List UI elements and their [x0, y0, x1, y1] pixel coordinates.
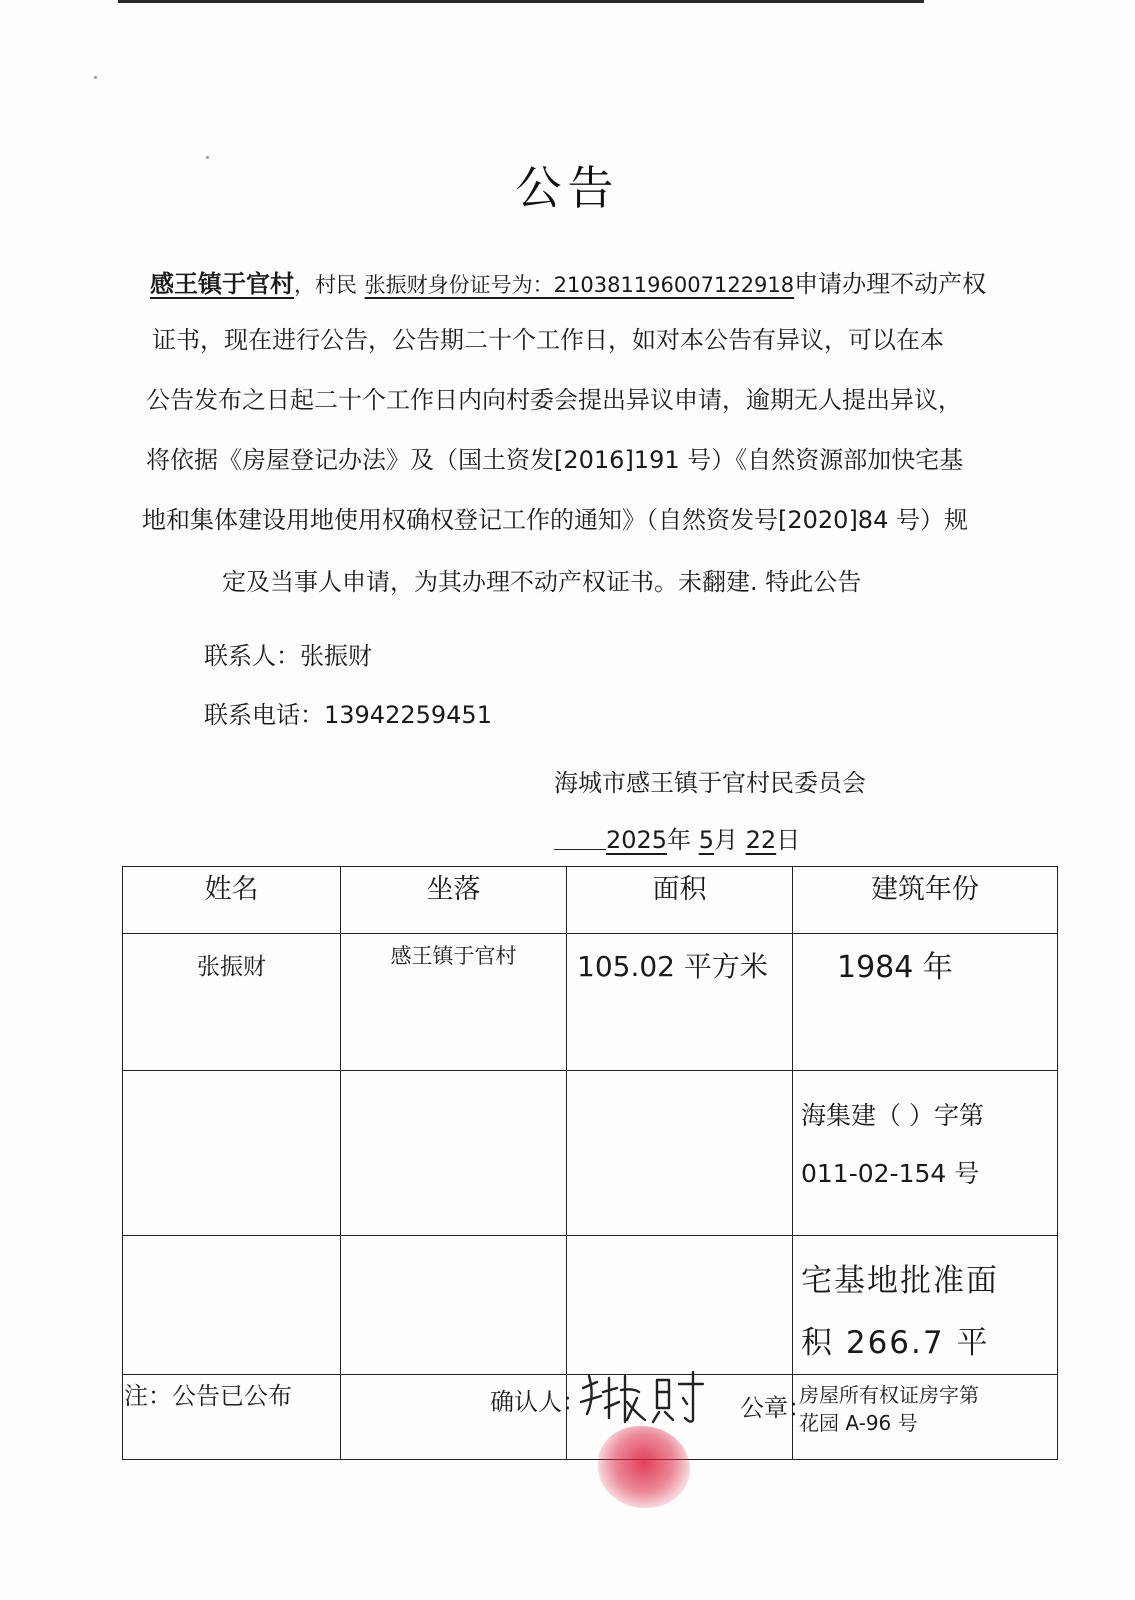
cell-empty [341, 1236, 567, 1375]
cert-line-2: 011-02-154 号 [801, 1159, 980, 1188]
header-location: 坐落 [341, 867, 567, 934]
cell-area: 105.02 平方米 [567, 934, 793, 1071]
issuer-name: 海城市感王镇于官村民委员会 [554, 769, 866, 797]
notice-line-5: 地和集体建设用地使用权确权登记工作的通知》（自然资发号[2020]84 号）规 [142, 506, 968, 534]
paper-speck [94, 76, 97, 79]
contact-person: 联系人：张振财 [204, 642, 372, 670]
date-year: 2025 [606, 826, 668, 854]
cell-build-year: 1984 年 [793, 934, 1058, 1071]
notice-line-2: 证书，现在进行公告，公告期二十个工作日，如对本公告有异议，可以在本 [152, 326, 944, 354]
header-name: 姓名 [123, 867, 341, 934]
issue-date [554, 820, 800, 855]
cell-empty [341, 1071, 567, 1236]
cert-line-1: 海集建（ ）字第 [801, 1101, 984, 1130]
house-line-2: 花园 A-96 号 [799, 1411, 918, 1435]
footer-note: 注：公告已公布 [124, 1382, 292, 1410]
table-row [123, 1071, 1058, 1236]
cell-collective-cert [793, 1071, 1058, 1236]
contact-phone: 联系电话：13942259451 [204, 701, 492, 729]
village-name: 感王镇于官村 [150, 270, 294, 298]
house-line-1: 房屋所有权证房字第 [799, 1383, 979, 1407]
thumbprint-icon [598, 1426, 690, 1508]
notice-title: 公告 [515, 161, 620, 215]
table-row [123, 1236, 1058, 1375]
date-month-unit: 月 [714, 826, 738, 854]
notice-line-1-tail: 申请办理不动产权 [794, 270, 987, 298]
date-month: 5 [698, 826, 714, 854]
notice-line-3: 公告发布之日起二十个工作日内向村委会提出异议申请，逾期无人提出异议， [146, 386, 962, 414]
header-build-year: 建筑年份 [793, 867, 1058, 934]
notice-line-1 [150, 264, 986, 299]
cell-empty [123, 1071, 341, 1236]
cell-location: 感王镇于官村 [341, 934, 567, 1071]
date-year-unit: 年 [667, 826, 692, 854]
approve-line-2: 积 266.7 平 [801, 1325, 990, 1361]
villager-id: 张振财身份证号为：210381196007122918 [364, 273, 795, 297]
cell-house-cert [793, 1375, 1058, 1460]
date-day: 22 [745, 826, 777, 854]
notice-line-6: 定及当事人申请，为其办理不动产权证书。未翻建. 特此公告 [222, 568, 862, 596]
cell-empty [123, 1236, 341, 1375]
top-border-line [118, 0, 924, 3]
cell-empty [567, 1236, 793, 1375]
table-row [123, 934, 1058, 1071]
cell-name: 张振财 [123, 934, 341, 1071]
cell-empty [567, 1071, 793, 1236]
date-day-unit: 日 [776, 826, 801, 854]
signature-icon [575, 1362, 715, 1432]
table-header-row [123, 867, 1058, 934]
notice-line-4: 将依据《房屋登记办法》及（国土资发[2016]191 号）《自然资源部加快宅基 [146, 446, 964, 474]
header-area: 面积 [567, 867, 793, 934]
confirm-label: 确认人： [490, 1388, 586, 1416]
seal-label: 公章： [740, 1394, 812, 1422]
villager-prefix: ，村民 [294, 273, 357, 297]
cell-approved-area [793, 1236, 1058, 1375]
date-blank [554, 825, 606, 850]
approve-line-1: 宅基地批准面 [801, 1263, 999, 1299]
